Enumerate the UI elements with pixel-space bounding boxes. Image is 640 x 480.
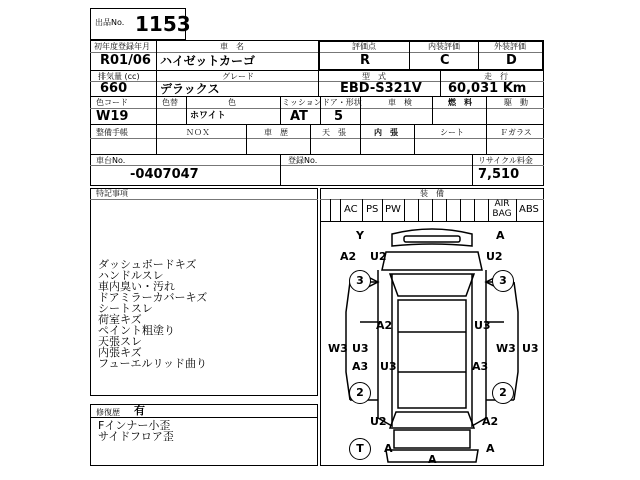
equipment-title: 装 備: [420, 189, 444, 198]
regno-label: 登録No.: [288, 156, 318, 165]
displacement-value: 660: [100, 81, 128, 96]
lot-number-box: [90, 8, 191, 40]
mark-left-a2: A2: [376, 319, 393, 332]
exterior-label: 外装評価: [494, 42, 526, 51]
recycle-label: リサイクル料金: [478, 156, 533, 165]
nox-label: ＮＯＸ: [186, 128, 210, 137]
note-item: ダッシュボードキズ: [98, 258, 197, 271]
note-item: シートスレ: [98, 302, 153, 315]
model-label: 型 式: [362, 72, 386, 81]
mark-u3-right: U3: [522, 342, 539, 355]
lot-label: 出品No.: [95, 18, 125, 27]
recycle-value: 7,510: [478, 167, 520, 182]
seat-label: シート: [440, 128, 464, 137]
repair-label: 修復歴: [96, 408, 120, 417]
note-item: ハンドルスレ: [98, 269, 164, 282]
rear-right-wheel: 2: [492, 382, 514, 404]
front-left-wheel: 3: [349, 270, 371, 292]
reg-value: R01/06: [100, 53, 151, 68]
equipment-ac: AC: [344, 204, 358, 215]
roof-label: 天 張: [322, 128, 346, 137]
score-value: R: [360, 53, 371, 68]
mark-rr-a2: A2: [482, 415, 499, 428]
inspection-label: 車 検: [388, 98, 412, 107]
repair-item: サイドフロア歪: [98, 430, 174, 443]
mileage-label: 走 行: [484, 72, 508, 81]
note-item: ペイント粗塗り: [98, 324, 175, 337]
note-item: ドアミラーカバーキズ: [98, 291, 208, 304]
chassis-value: -0407047: [130, 167, 199, 182]
equipment-ps: PS: [366, 204, 379, 215]
note-item: 荷室キズ: [98, 313, 142, 326]
mark-rear-a1: A: [384, 442, 393, 455]
manual-label: 整備手帳: [96, 128, 128, 137]
rear-t-mark: T: [349, 438, 371, 460]
note-item: 内張キズ: [98, 346, 142, 359]
mark-u3-left: U3: [352, 342, 369, 355]
mileage-value: 60,031 Km: [448, 81, 527, 96]
exterior-value: D: [506, 53, 517, 68]
note-item: 車内臭い・汚れ: [98, 280, 175, 293]
history-label: 車 歴: [264, 128, 288, 137]
equipment-airbag: AIR BAG: [492, 199, 512, 219]
equipment-pw: PW: [385, 204, 401, 215]
interior-value: C: [440, 53, 450, 68]
chassis-label: 車台No.: [96, 156, 126, 165]
mark-left-u3: U3: [380, 360, 397, 373]
interior-label: 内装評価: [428, 42, 460, 51]
note-item: フューエルリッド曲り: [98, 357, 208, 370]
mark-rl-u2: U2: [370, 415, 387, 428]
notes-title: 特記事項: [96, 189, 128, 198]
mark-w3-left: W3: [328, 342, 348, 355]
score-label: 評価点: [352, 42, 376, 51]
mark-rear-a2: A: [486, 442, 495, 455]
repair-item: Fインナー小歪: [98, 419, 171, 432]
lot-number: 1153: [135, 12, 191, 36]
color-value: ホワイト: [190, 111, 226, 121]
grade-label: グレード: [222, 72, 254, 81]
equipment-abs: ABS: [519, 204, 539, 215]
mission-value: AT: [290, 109, 308, 124]
door-label: ドア・形状: [322, 98, 362, 107]
mark-fl-u2: U2: [370, 250, 387, 263]
rear-left-wheel: 2: [349, 382, 371, 404]
mark-fr-u2: U2: [486, 250, 503, 263]
fuel-label: 燃 料: [448, 98, 472, 107]
color-code-value: W19: [96, 109, 129, 124]
mark-front-y: Y: [356, 229, 364, 242]
mark-right-u3: U3: [474, 319, 491, 332]
mark-w3-right: W3: [496, 342, 516, 355]
repair-value: 有: [134, 404, 145, 417]
mark-front-a: A: [496, 229, 505, 242]
glass-label: Ｆガラス: [500, 128, 532, 137]
mark-fl-a2: A2: [340, 250, 357, 263]
door-value: 5: [334, 109, 344, 124]
model-value: EBD-S321V: [340, 81, 422, 96]
front-right-wheel: 3: [492, 270, 514, 292]
displacement-label: 排気量 (cc): [98, 72, 140, 81]
color-label: 色: [228, 98, 236, 107]
note-item: 天張スレ: [98, 335, 142, 348]
color-code-label: 色コード: [96, 98, 128, 107]
name-value: ハイゼットカーゴ: [160, 54, 256, 68]
mark-right-a3: A3: [472, 360, 489, 373]
recolor-label: 色替: [162, 98, 178, 107]
mark-rear-a3: A: [428, 453, 437, 466]
grade-value: デラックス: [160, 82, 220, 96]
trim-label: 内 張: [374, 128, 398, 137]
mission-label: ミッション: [282, 98, 322, 107]
mark-left-a3: A3: [352, 360, 369, 373]
drive-label: 駆 動: [504, 98, 528, 107]
name-label: 車 名: [220, 42, 244, 51]
reg-label: 初年度登録年月: [94, 42, 150, 51]
